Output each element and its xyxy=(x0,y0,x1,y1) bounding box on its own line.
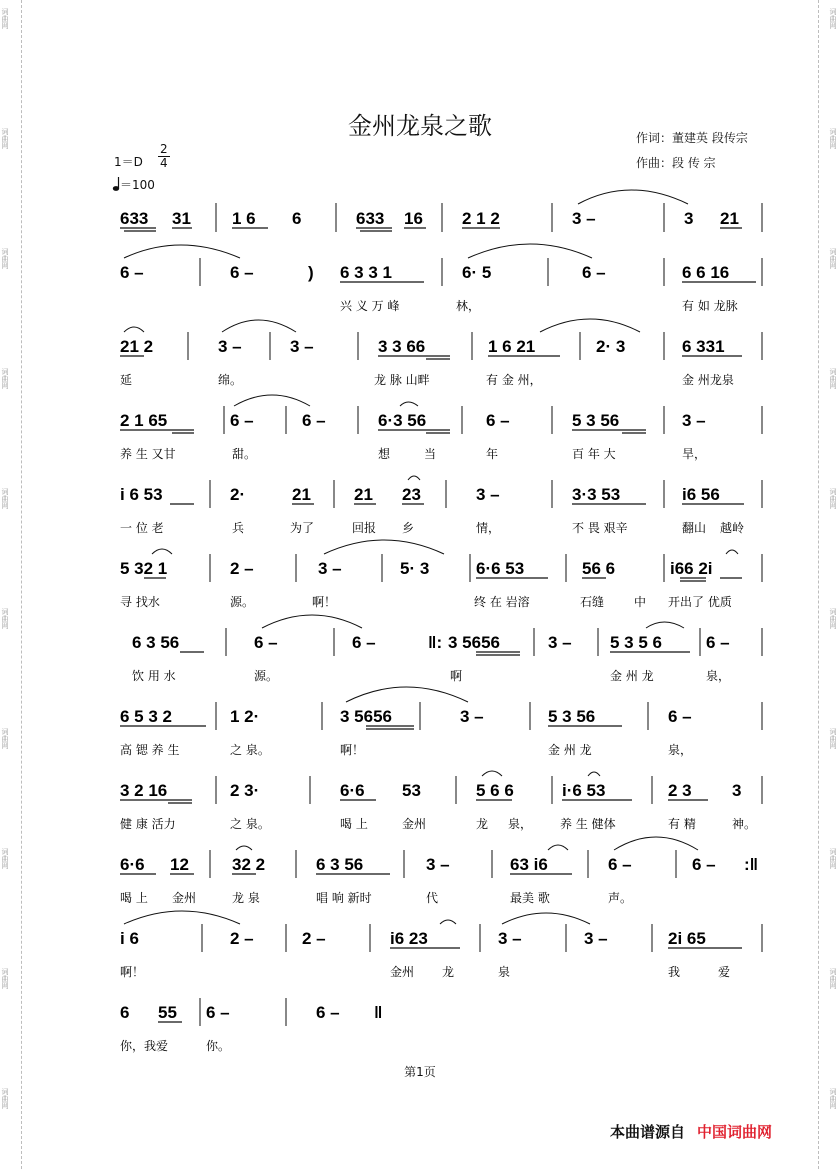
lyric: 绵。 xyxy=(218,373,243,387)
score-row xyxy=(120,911,762,979)
slur xyxy=(324,540,444,554)
notes: ) xyxy=(308,263,314,282)
side-watermark: 词曲网 xyxy=(1,8,9,29)
lyric: 有 金 州， xyxy=(486,373,542,387)
side-watermark: 词曲网 xyxy=(829,728,837,749)
beams xyxy=(144,578,742,581)
lyric: 养 生 又甘 xyxy=(120,447,176,461)
side-watermark: 词曲网 xyxy=(829,488,837,509)
notes: 21 xyxy=(292,485,311,504)
notes: 6 – xyxy=(230,263,254,282)
lyric: 有 如 龙脉 xyxy=(682,299,738,313)
lyric: 我 xyxy=(668,965,681,979)
notes: 3 xyxy=(684,209,694,228)
notes: 16 xyxy=(404,209,423,228)
notes: 6·6 53 xyxy=(476,559,525,578)
notes: 6 331 xyxy=(682,337,725,356)
lyric: 百 年 大 xyxy=(572,447,616,461)
notes: 5 6 6 xyxy=(476,781,514,800)
notes: 6 – xyxy=(352,633,376,652)
slur xyxy=(152,549,172,554)
lyric: 寻 找水 xyxy=(120,595,160,609)
notes: 53 xyxy=(402,781,421,800)
lyric: 啊！ xyxy=(312,595,337,609)
lyric: 一 位 老 xyxy=(120,521,164,535)
notes: 2 – xyxy=(230,929,254,948)
lyric: 年 xyxy=(486,447,499,461)
lyric: 想 xyxy=(378,447,391,461)
notes: 6·3 56 xyxy=(378,411,427,430)
notes: 2 – xyxy=(230,559,254,578)
notes: 2 3· xyxy=(230,781,260,800)
slur xyxy=(222,320,296,332)
notes: 633 xyxy=(120,209,149,228)
notes: i 6 xyxy=(120,929,139,948)
lyric: 龙 脉 山畔 xyxy=(374,373,430,387)
notes: 5 3 5 6 xyxy=(610,633,662,652)
lyric: 金州 xyxy=(402,817,427,831)
barlines xyxy=(188,332,762,360)
side-watermark: 词曲网 xyxy=(1,248,9,269)
notes: 6 – xyxy=(692,855,716,874)
beams xyxy=(120,726,622,729)
slur xyxy=(482,771,502,776)
notes: 32 2 xyxy=(232,855,266,874)
song-title: 金州龙泉之歌 xyxy=(348,112,492,140)
notes: 21 2 xyxy=(120,337,154,356)
key-signature: 1＝D xyxy=(114,155,143,169)
notes: :‖ xyxy=(744,855,759,874)
notes: 3 – xyxy=(572,209,596,228)
notes: 56 6 xyxy=(582,559,616,578)
side-watermark: 词曲网 xyxy=(1,488,9,509)
side-watermark: 词曲网 xyxy=(829,8,837,29)
source-site: 中国词曲网 xyxy=(697,1123,773,1141)
score-row xyxy=(120,395,762,461)
lyric: 最美 歌 xyxy=(510,891,550,905)
lyric: 你。 xyxy=(206,1039,231,1053)
beams xyxy=(120,800,708,803)
slur xyxy=(578,190,688,204)
lyric: 泉， xyxy=(668,743,693,757)
notes: 3 – xyxy=(476,485,500,504)
score-row xyxy=(120,771,762,831)
notes: ‖: xyxy=(428,633,443,652)
lyric: 龙 xyxy=(476,817,489,831)
slur xyxy=(236,846,252,850)
notes: 55 xyxy=(158,1003,177,1022)
slur xyxy=(468,244,592,258)
lyric: 回报 xyxy=(352,521,377,535)
lyric: 乡 xyxy=(402,521,415,535)
lyric: 之 泉。 xyxy=(230,817,270,831)
notes: 6 3 56 xyxy=(316,855,364,874)
notes: 21 xyxy=(354,485,373,504)
lyric: 当 xyxy=(424,447,437,461)
notes: 2i 65 xyxy=(668,929,706,948)
lyric: 健 康 活力 xyxy=(120,817,176,831)
notes: 5 3 56 xyxy=(572,411,620,430)
notes: 1 6 xyxy=(232,209,256,228)
lyric: 甜。 xyxy=(232,447,257,461)
notes: 6 – xyxy=(230,411,254,430)
lyric: 情， xyxy=(476,521,501,535)
page-number: 第1页 xyxy=(404,1065,436,1079)
slur xyxy=(124,327,144,332)
notes: 6 – xyxy=(582,263,606,282)
meter-top: 2 xyxy=(160,142,168,156)
slur xyxy=(408,476,420,480)
lyric: 龙 泉 xyxy=(232,891,260,905)
lyric: 啊！ xyxy=(120,965,145,979)
side-watermark: 词曲网 xyxy=(1,128,9,149)
lyric: 金 州 龙 xyxy=(610,669,654,683)
lyric: 神。 xyxy=(732,817,757,831)
notes: 21 xyxy=(720,209,739,228)
lyric: 石缝 xyxy=(580,595,605,609)
side-watermark: 词曲网 xyxy=(829,608,837,629)
lyric: 爱 xyxy=(718,965,731,979)
notes: 6· 5 xyxy=(462,263,492,282)
notes: 6 – xyxy=(486,411,510,430)
side-watermark: 词曲网 xyxy=(829,1088,837,1109)
side-watermark: 词曲网 xyxy=(1,728,9,749)
score-row xyxy=(132,615,762,683)
lyric: 兵 xyxy=(232,521,245,535)
notes: 6 6 16 xyxy=(682,263,730,282)
lyric: 泉， xyxy=(706,669,731,683)
notes: 1 2· xyxy=(230,707,260,726)
lyric: 喝 上 xyxy=(340,817,368,831)
side-watermark: 词曲网 xyxy=(1,608,9,629)
lyric: 金 州龙泉 xyxy=(682,373,734,387)
notes: i6 56 xyxy=(682,485,720,504)
score-row xyxy=(120,540,762,609)
notes: 3·3 53 xyxy=(572,485,621,504)
side-watermark: 词曲网 xyxy=(829,128,837,149)
notes: 6 xyxy=(292,209,302,228)
notes: 3 – xyxy=(584,929,608,948)
beams xyxy=(120,430,646,433)
notes: 3 – xyxy=(318,559,342,578)
notes: 1 6 21 xyxy=(488,337,536,356)
score-row xyxy=(120,476,762,535)
lyricist-credit: 作词：董建英 段传宗 xyxy=(636,131,748,145)
lyric: 源。 xyxy=(230,595,255,609)
lyric: 终 在 岩溶 xyxy=(474,595,530,609)
notes: 6 – xyxy=(608,855,632,874)
notes: 633 xyxy=(356,209,385,228)
notes: 3 3 66 xyxy=(378,337,426,356)
notes: 6 – xyxy=(254,633,278,652)
source-credit xyxy=(610,1121,772,1142)
side-watermark: 词曲网 xyxy=(829,368,837,389)
lyric: 喝 上 xyxy=(120,891,148,905)
notes: i 6 53 xyxy=(120,485,163,504)
side-watermark: 词曲网 xyxy=(1,1088,9,1109)
slur xyxy=(124,245,240,258)
source-label: 本曲谱源自 xyxy=(610,1123,686,1141)
notes: 2 1 2 xyxy=(462,209,500,228)
notes: 6 5 3 2 xyxy=(120,707,172,726)
lyric: 兴 义 万 峰 xyxy=(340,299,400,313)
lyric: 饮 用 水 xyxy=(132,669,176,683)
lyric: 金州 xyxy=(390,965,415,979)
notes: 6·6 xyxy=(340,781,365,800)
notes: 3 – xyxy=(426,855,450,874)
notes: ‖ xyxy=(374,1003,383,1022)
slur xyxy=(262,615,362,628)
lyric: 唱 响 新时 xyxy=(316,891,372,905)
score-row xyxy=(120,998,382,1053)
lyric: 你，我爱 xyxy=(120,1039,169,1053)
beams xyxy=(180,652,690,655)
notes: 3 xyxy=(732,781,742,800)
score-row xyxy=(120,837,758,905)
slur xyxy=(502,913,590,924)
slur xyxy=(614,837,698,850)
tempo-value: ＝100 xyxy=(120,178,155,192)
notes: 3 5656 xyxy=(340,707,392,726)
notes: 3 2 16 xyxy=(120,781,168,800)
notes: 5 32 1 xyxy=(120,559,168,578)
notes: 2· xyxy=(230,485,246,504)
notes: 63 i6 xyxy=(510,855,548,874)
lyric: 为了 xyxy=(290,521,315,535)
lyric: 金 州 龙 xyxy=(548,743,592,757)
notes: 6 – xyxy=(316,1003,340,1022)
notes: 3 – xyxy=(682,411,706,430)
notes: 3 – xyxy=(290,337,314,356)
lyric: 泉 xyxy=(498,965,511,979)
lyric: 中 xyxy=(634,595,647,609)
notes: 12 xyxy=(170,855,189,874)
lyric: 代 xyxy=(426,891,439,905)
score-row xyxy=(120,190,762,232)
side-watermark: 词曲网 xyxy=(1,368,9,389)
notes: 6·6 xyxy=(120,855,145,874)
notes: 5· 3 xyxy=(400,559,430,578)
slur xyxy=(400,402,418,406)
notes: 6 – xyxy=(668,707,692,726)
lyric: 高 锶 养 生 xyxy=(120,743,180,757)
notes: 6 3 56 xyxy=(132,633,180,652)
lyric: 翻山 xyxy=(682,521,707,535)
lyric: 龙 xyxy=(442,965,455,979)
slur xyxy=(540,319,640,332)
notes: 2 3 xyxy=(668,781,692,800)
notes: 3 – xyxy=(498,929,522,948)
lyric: 泉， xyxy=(508,817,533,831)
notes: 5 3 56 xyxy=(548,707,596,726)
slur xyxy=(346,687,468,702)
score-row xyxy=(120,687,762,757)
slur xyxy=(646,622,684,628)
notes: 23 xyxy=(402,485,421,504)
lyric: 开出了 优质 xyxy=(668,595,732,609)
slur xyxy=(548,845,568,850)
lyric: 养 生 健体 xyxy=(560,817,616,831)
notes: 6 – xyxy=(302,411,326,430)
side-watermark: 词曲网 xyxy=(1,968,9,989)
side-watermark: 词曲网 xyxy=(829,968,837,989)
notes: 3 – xyxy=(218,337,242,356)
beams xyxy=(120,228,742,231)
notes: 2 1 65 xyxy=(120,411,168,430)
lyric: 延 xyxy=(120,373,133,387)
notes: 6 – xyxy=(120,263,144,282)
lyric: 林， xyxy=(456,299,481,313)
lyric: 之 泉。 xyxy=(230,743,270,757)
score-row xyxy=(120,319,762,387)
slur xyxy=(234,395,310,406)
notes: 3 – xyxy=(548,633,572,652)
beams xyxy=(120,356,742,359)
side-watermark: 词曲网 xyxy=(829,248,837,269)
notes: i·6 53 xyxy=(562,781,606,800)
notes: 6 xyxy=(120,1003,130,1022)
lyric: 不 畏 艰辛 xyxy=(572,521,628,535)
notes: i6 23 xyxy=(390,929,428,948)
notes: 2 – xyxy=(302,929,326,948)
notes: 6 3 3 1 xyxy=(340,263,392,282)
notes: 31 xyxy=(172,209,191,228)
lyric: 声。 xyxy=(608,891,633,905)
score-row xyxy=(120,244,762,313)
slur xyxy=(440,920,456,924)
lyric: 旱， xyxy=(682,447,707,461)
lyric: 源。 xyxy=(254,669,279,683)
slur xyxy=(588,772,600,776)
notes: 3 – xyxy=(460,707,484,726)
lyric: 有 精 xyxy=(668,817,696,831)
notes: 3 5656 xyxy=(448,633,500,652)
slur xyxy=(726,550,738,554)
notes: i66 2i xyxy=(670,559,713,578)
lyric: 越岭 xyxy=(720,521,745,535)
meter-bottom: 4 xyxy=(160,156,168,170)
notes: 2· 3 xyxy=(596,337,626,356)
lyric: 啊 xyxy=(450,669,463,683)
side-watermark: 词曲网 xyxy=(1,848,9,869)
notes: 6 – xyxy=(206,1003,230,1022)
lyric: 啊！ xyxy=(340,743,365,757)
notes: 6 – xyxy=(706,633,730,652)
composer-credit: 作曲：段 传 宗 xyxy=(636,156,716,170)
lyric: 金州 xyxy=(172,891,197,905)
slur xyxy=(124,911,240,924)
side-watermark: 词曲网 xyxy=(829,848,837,869)
